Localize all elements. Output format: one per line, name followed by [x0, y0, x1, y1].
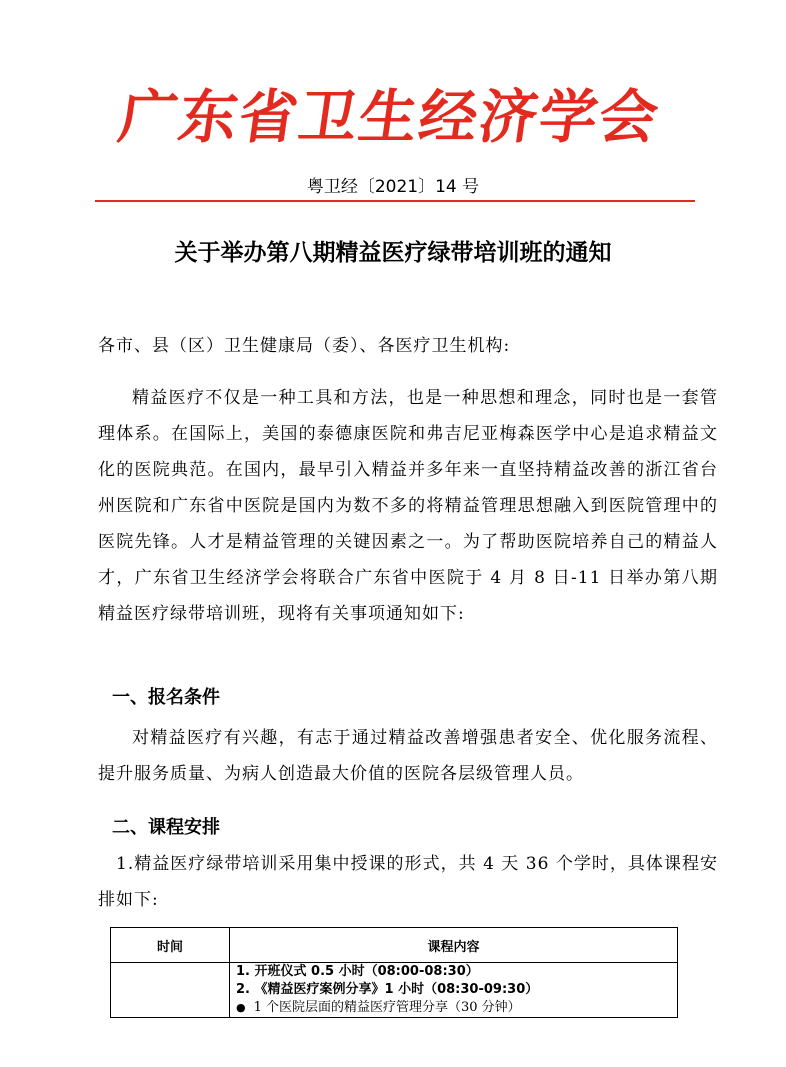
intro-paragraph: 精益医疗不仅是一种工具和方法，也是一种思想和理念，同时也是一套管理体系。在国际上，美国的泰德康医院和弗吉尼亚梅森医学中心是追求精益文化的医院典范。在国内，最早引入精益并多年来一直坚持精益改善的浙江省台州医院和广东省中医院是国内为数不多的将精益管理思想融入到医院管理中的医院先锋。人才是精益管理的关键因素之一。为了帮助医院培养自己的精益人才，广东省卫生经济学会将联合广东省中医院于 4 月 8 日-11 日举办第八期精益医疗绿带培训班，现将有关事项通知如下:: [98, 388, 718, 624]
schedule-bullet-item: [236, 999, 671, 1017]
masthead-char: 广: [114, 83, 185, 151]
masthead-char: 学: [534, 83, 605, 151]
masthead-char: 省: [234, 83, 305, 151]
section-heading-course: 二、课程安排: [112, 817, 220, 838]
masthead-char: 经: [414, 83, 485, 151]
table-row: [111, 963, 678, 1018]
registration-paragraph: 对精益医疗有兴趣，有志于通过精益改善增强患者安全、优化服务流程、提升服务质量、为病人创造最大价值的医院各层级管理人员。: [98, 728, 718, 784]
schedule-table: [110, 927, 678, 1018]
masthead-char: 济: [474, 83, 545, 151]
table-header-time: 时间: [111, 928, 230, 963]
section-heading-registration: 一、报名条件: [112, 687, 220, 708]
bullet-icon: ●: [236, 1001, 246, 1014]
salutation: 各市、县（区）卫生健康局（委）、各医疗卫生机构:: [98, 336, 511, 356]
masthead-title: [114, 72, 665, 152]
masthead-char: 卫: [294, 83, 365, 151]
masthead-char: 会: [594, 83, 665, 151]
document-number: 粤卫经〔2021〕14 号: [306, 177, 480, 197]
table-cell-content: [230, 963, 678, 1018]
document-title: 关于举办第八期精益医疗绿带培训班的通知: [174, 240, 612, 266]
schedule-item: 1. 开班仪式 0.5 小时（08:00-08:30）: [236, 964, 479, 979]
masthead-char: 生: [354, 83, 425, 151]
course-paragraph: 1.精益医疗绿带培训采用集中授课的形式，共 4 天 36 个学时，具体课程安排如下:: [98, 854, 718, 910]
schedule-item: 2. 《精益医疗案例分享》1 小时（08:30-09:30）: [236, 982, 539, 997]
table-header-content: 课程内容: [230, 928, 678, 963]
bullet-text: 1 个医院层面的精益医疗管理分享（30 分钟）: [253, 1000, 521, 1015]
table-header-row: [111, 928, 678, 963]
masthead-char: 东: [174, 83, 245, 151]
table-cell-time: [111, 963, 230, 1018]
red-divider-line: [95, 200, 695, 202]
